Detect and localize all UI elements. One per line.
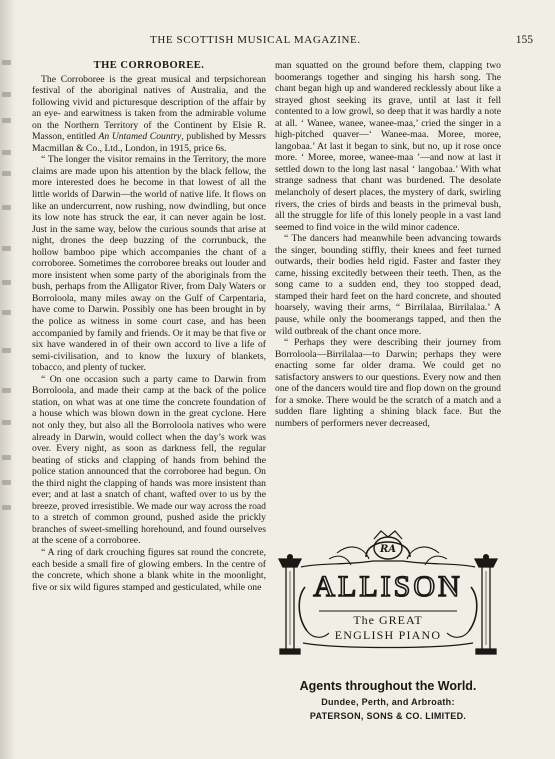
- paragraph: “ On one occasion such a party came to Darwin from Borroloola, and made their camp at the back of the police station, on what was at one time the concrete foundation of a house which was blown down in the great cyclone. Here not only they, but also all the Borroloola natives who were already in Darwin, would collect when the day’s work was over. Every night, as soon as darkness fell, the regular beating of sticks and clapping of hands from behind the police station announced that the corroboree had begun. On the third night the clapping of hands was more insistent than ever; and at last a snatch of chant, wafted over to us by the breeze, proved irresistible. We made our way across the road to a stretch of common ground, pushed aside the prickly branches of sweet-smelling horehound, and found ourselves at the scene of a corroboree.: [32, 373, 266, 547]
- brand-name: ALLISON: [313, 570, 463, 603]
- article-title: THE CORROBOREE.: [93, 60, 205, 71]
- cities-line: Dundee, Perth, and Arbroath:: [321, 697, 455, 707]
- left-column: [32, 60, 266, 593]
- crest-initials: RA: [379, 544, 397, 555]
- tagline-great: The GREAT: [353, 613, 423, 627]
- magazine-title: THE SCOTTISH MUSICAL MAGAZINE.: [150, 34, 361, 46]
- paragraph: “ The longer the visitor remains in the Territory, the more claims are made upon his attention by the black fellow, the more interested does he become in that lowest of all the little worlds of Darwin—the world of native life. It flows on like an undercurrent, now rushing, now dwindling, but once its low note has struck the ear, it can never again be lost. Just in the same way, below the curious sounds that arise at night, drones the deep buzzing of the corrunbuck, the hollow bamboo pipe which accompanies the chant of a corroboree. Sometimes the corroboree breaks out louder and more insistent when some party of the aboriginals from the bush, perhaps from the Alligator River, from Daly Waters or Borroloola, many miles away on the Gulf of Carpentaria, have come to Darwin. Possibly one has been brought in by the police as witness in some court case, and has been accompanied by family and friends. Or it may be that five or six have wandered in of their own accord to live a life of semi-civilisation, and to know the luxury of blankets, tobacco, and plenty of tucker.: [32, 154, 266, 374]
- page-number: 155: [515, 34, 533, 46]
- left-pillar: [279, 555, 301, 654]
- book-title: An Untamed Country: [98, 131, 182, 143]
- company-line: PATERSON, SONS & CO. LIMITED.: [309, 711, 467, 721]
- right-pillar: [475, 555, 497, 654]
- running-head: [0, 34, 555, 48]
- paragraph: “ A ring of dark crouching figures sat round the concrete, each beside a small fire of glowing embers. In the centre of the concrete, which shone a blank white in the moonlight, five or six wild figures stamped and gesticulated, while one: [32, 546, 266, 593]
- advertisement-artwork: [277, 527, 499, 657]
- paragraph-continued: man squatted on the ground before them, clapping two boomerangs together and singing his harsh song. The chant began high up and wandered recklessly about like a strayed ghost seeking its grave, until at last it fell contented to a low growl, so deep that it was hardly a note at all. ‘ Wanee, wanee, wanee-maa,’ cried the singer in a high-pitched quaver—‘ Wanee-maa. Moree, moree, langobaa.’ At last it began to sink, but no, up it rose once more. ‘ Moree, moree, wanee-maa ’—and now at last it settled down to the long last nasal ‘ langobaa.’ With what strange sadness that chant was burdened. The desolate melancholy of desert places, the mystery of dark, swirling rivers, the cries of birds and beasts in the primeval bush, all the struggle for life of this lonely people in a vast land seemed to find voice in the wild minor cadence.: [275, 60, 501, 233]
- right-column: [275, 60, 501, 430]
- intro-text: The Corroboree is the great musical and terpsichorean festival of the aboriginal natives of Australia, and the following vivid and picturesque description of the affair by an eye- and earwitness is taken from the admirable volume on the Northern Territory of the Continent by Elsie R. Masson, entitled: [32, 73, 266, 143]
- tagline-english-piano: ENGLISH PIANO: [334, 628, 442, 642]
- paragraph: “ The dancers had meanwhile been advancing towards the singer, bounding stiffly, their knees and feet turned outwards, their bodies held rigid. Faster and faster they came, hissing excitedly between their teeth. Then, as the song came to a sudden end, they too stopped dead, stamped their hard feet on the hard concrete, and shouted hoarsely, waving their arms, “ Birrilalaa, Birrilalaa.’ A pause, while only the boomerangs tapped, and then the wild outbreak of the chant once more.: [275, 233, 501, 337]
- intro-paragraph: [32, 74, 266, 155]
- intro-text-end: , published by Messrs Macmillan & Co., Ltd., London, in 1915, price 6s.: [32, 131, 267, 154]
- paragraph: “ Perhaps they were describing their journey from Borroloola—Birrilalaa—to Darwin; perhaps they were enacting some far older drama. We could get no satisfactory answers to our questions. Every now and then one of the dancers would tire and flop down on the ground for a smoke. There would be the scratch of a match and a sudden flare lighting a shining black face. But the numbers of performers never decreased,: [275, 337, 501, 429]
- binding-margin: [0, 0, 16, 759]
- allison-piano-advertisement: [275, 527, 501, 721]
- agents-line: Agents throughout the World.: [299, 679, 477, 693]
